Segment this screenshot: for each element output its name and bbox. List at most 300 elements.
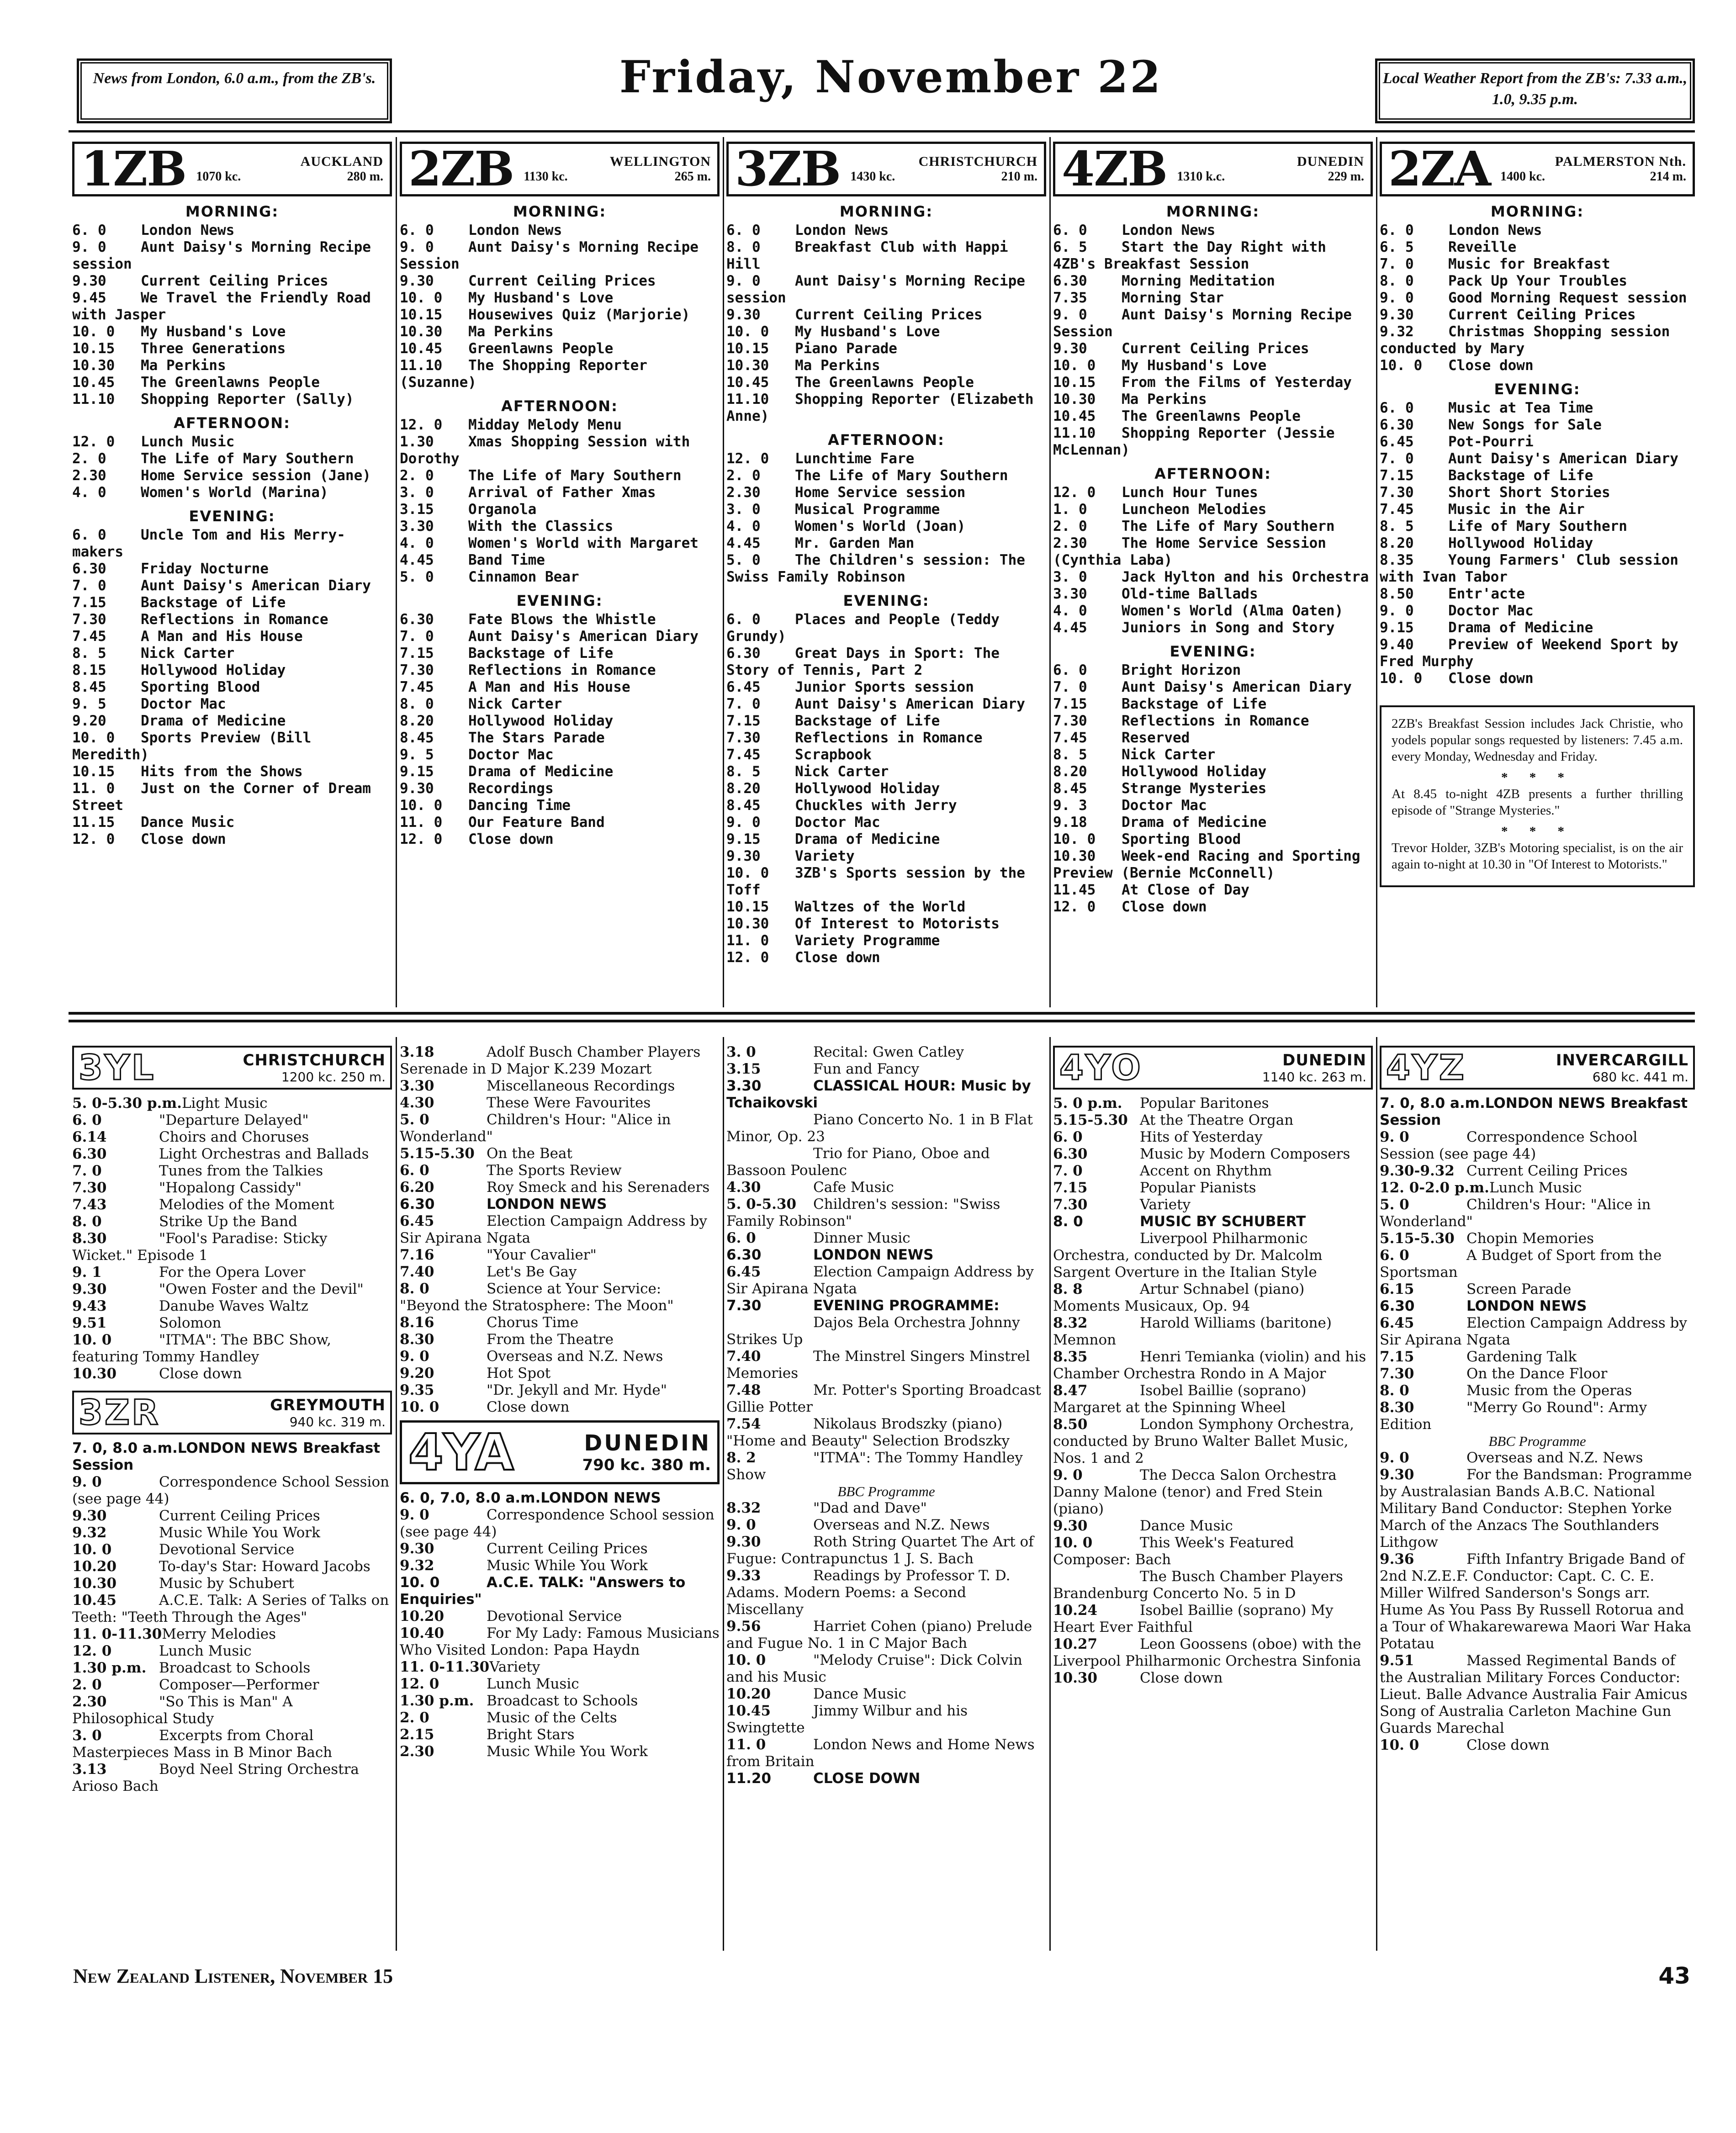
programme-item: [72, 1626, 392, 1643]
programme-title: Broadcast to Schools: [159, 1660, 311, 1676]
programme-time: 11. 0-11.30: [72, 1626, 162, 1642]
programme-item: [1053, 662, 1373, 679]
station-call-sign: 1ZB: [81, 142, 186, 197]
programme-title: BBC Programme: [837, 1483, 935, 1499]
programme-item: [1380, 1399, 1695, 1433]
programme-time: 10. 0: [400, 1399, 439, 1415]
programme-item: [726, 239, 1046, 273]
programme-item: [1053, 1180, 1373, 1196]
programme-time: 10.45: [72, 374, 115, 391]
programme-item: [1380, 323, 1695, 357]
programme-time: 11. 0: [72, 780, 115, 797]
programme-time: 3.30: [1053, 586, 1087, 602]
programme-item: [1053, 814, 1373, 831]
programme-title: Lunch Music: [159, 1643, 252, 1659]
programme-time: 6. 5: [1380, 239, 1414, 255]
programme-item: [72, 1575, 392, 1592]
programme-title: Reserved: [1122, 730, 1190, 746]
programme-time: 9.32: [72, 1524, 107, 1541]
programme-time: 7.30: [400, 662, 434, 678]
programme-time: 7.43: [72, 1196, 107, 1213]
programme-title: Chopin Memories: [1466, 1230, 1594, 1247]
programme-time: 6.30: [72, 561, 106, 577]
programme-item: [400, 1348, 720, 1365]
station-header-1zb: [72, 142, 392, 196]
programme-title: For the Bandsman: Programme by Australasian Bands A.B.C. National Military Band Conductor: Stephen Yorke March of the Anzacs The Southlanders Lithgow: [1380, 1466, 1692, 1551]
programme-item: [1380, 417, 1695, 434]
programme-time: 6.14: [72, 1129, 107, 1145]
programme-title: Doctor Mac: [141, 696, 226, 712]
programme-time: 11. 0: [726, 1736, 766, 1753]
station-call-sign: 2ZB: [408, 142, 514, 197]
programme-item: [1380, 1281, 1695, 1298]
programme-title: Let's Be Gay: [487, 1264, 577, 1280]
station-city: DUNEDIN: [584, 1430, 711, 1456]
programme-item: [1380, 603, 1695, 619]
programme-time: 7.45: [72, 628, 106, 645]
programme-title: Strike Up the Band: [159, 1213, 297, 1230]
programme-title: Drama of Medicine: [1448, 619, 1593, 636]
programme-time: 7.30: [726, 1297, 762, 1314]
programme-time: 3. 0: [400, 484, 434, 501]
schedule-section-heading: EVENING:: [1170, 643, 1256, 660]
programme-title: Hits of Yesterday: [1140, 1129, 1263, 1145]
programme-title: Close down: [487, 1399, 570, 1415]
programme-title: Cinnamon Bear: [468, 569, 579, 585]
station-header-4ya: [400, 1420, 720, 1484]
programme-item: [726, 814, 1046, 831]
programme-title: Overseas and N.Z. News: [813, 1517, 990, 1533]
programme-item: [400, 645, 720, 662]
programme-item: [72, 628, 392, 645]
programme-time: 9.30: [72, 1508, 107, 1524]
programme-time: 7.30: [726, 730, 761, 746]
programme-item: [1380, 1551, 1695, 1652]
programme-time: 6. 0: [1380, 222, 1414, 238]
programme-title: "ITMA": The BBC Show, featuring Tommy Handley: [72, 1332, 331, 1365]
programme-title: Tunes from the Talkies: [159, 1163, 323, 1179]
programme-title: Three Generations: [141, 340, 286, 357]
programme-title: Nikolaus Brodszky (piano) "Home and Beauty" Selection Brodszky: [726, 1416, 1010, 1449]
programme-item: [1380, 1247, 1695, 1281]
programme-item: [400, 696, 720, 713]
programme-item: [1380, 619, 1695, 636]
programme-title: These Were Favourites: [487, 1095, 651, 1111]
programme-title: Christmas Shopping session conducted by Mary: [1380, 323, 1670, 357]
programme-time: 6.30: [726, 1247, 762, 1263]
programme-title: Popular Pianists: [1140, 1180, 1256, 1196]
programme-title: Aunt Daisy's American Diary: [141, 577, 371, 594]
programme-title: The Greenlawns People: [795, 374, 974, 391]
programme-item: [1053, 1230, 1373, 1281]
programme-title: "Melody Cruise": Dick Colvin and his Music: [726, 1652, 1022, 1685]
programme-title: Hollywood Holiday: [468, 713, 614, 729]
programme-time: 9.51: [1380, 1652, 1414, 1669]
programme-item: [72, 1541, 392, 1558]
programme-time: 9.30: [1380, 307, 1414, 323]
column-rule: [1376, 137, 1377, 1007]
programme-item: [1053, 1416, 1373, 1467]
programme-item: [1053, 882, 1373, 899]
programme-item: [1053, 848, 1373, 882]
programme-item: [72, 831, 392, 848]
programme-time: 6.30: [1380, 1298, 1415, 1314]
programme-item: [1053, 1315, 1373, 1349]
programme-title: Boyd Neel String Orchestra Arioso Bach: [72, 1761, 359, 1794]
programme-item: [1380, 1349, 1695, 1366]
programme-item: [72, 1474, 392, 1508]
programme-title: Hollywood Holiday: [1122, 763, 1267, 780]
programme-item: [72, 273, 392, 290]
programme-item: [400, 1078, 720, 1095]
programme-item: [1053, 1636, 1373, 1670]
programme-time: 6.45: [726, 1264, 761, 1280]
programme-title: Henri Temianka (violin) and his Chamber Orchestra Rondo in A Major: [1053, 1349, 1366, 1382]
programme-time: 9.18: [1053, 814, 1087, 831]
programme-item: [72, 1146, 392, 1163]
programme-title: Excerpts from Choral Masterpieces Mass in B Minor Bach: [72, 1727, 333, 1761]
programme-item: [1053, 408, 1373, 425]
programme-time: 9. 0: [400, 1348, 429, 1365]
programme-title: Pack Up Your Troubles: [1448, 273, 1627, 289]
programme-item: [400, 1540, 720, 1557]
programme-item: [72, 1643, 392, 1660]
programme-time: 7.45: [400, 679, 434, 695]
note-separator: * * *: [1501, 824, 1573, 839]
programme-title: Chuckles with Jerry: [795, 797, 957, 814]
programme-time: 12. 0: [72, 831, 115, 847]
programme-item: [726, 1567, 1046, 1618]
programme-item: [400, 1490, 720, 1507]
programme-title: Luncheon Melodies: [1122, 501, 1267, 518]
programme-item: [400, 1314, 720, 1331]
programme-title: From the Films of Yesterday: [1122, 374, 1352, 391]
programme-time: 9.43: [72, 1298, 107, 1314]
programme-title: Ma Perkins: [795, 357, 880, 374]
programme-time: 10. 0: [72, 730, 115, 746]
section-divider: [69, 1020, 1695, 1022]
programme-item: [72, 1332, 392, 1366]
programme-title: Friday Nocturne: [141, 561, 269, 577]
programme-title: New Songs for Sale: [1448, 417, 1602, 433]
programme-item: [400, 467, 720, 484]
station-notes-box: [1380, 705, 1695, 887]
programme-title: Organola: [468, 501, 537, 518]
programme-title: Current Ceiling Prices: [1122, 340, 1309, 357]
programme-time: 9.30: [400, 780, 434, 797]
programme-item: [1053, 425, 1373, 459]
programme-item: [726, 1247, 1046, 1264]
programme-item: [726, 899, 1046, 916]
programme-time: 8.45: [400, 730, 434, 746]
programme-time: 8. 0: [1380, 1382, 1409, 1399]
programme-time: 6. 0, 7.0, 8.0 a.m.: [400, 1490, 541, 1506]
programme-time: 8.35: [1380, 552, 1414, 568]
programme-title: Midday Melody Menu: [468, 417, 622, 433]
programme-time: 6.30: [400, 611, 434, 628]
programme-time: 10.45: [1053, 408, 1096, 424]
programme-title: Miscellaneous Recordings: [487, 1078, 675, 1094]
column-rule: [396, 137, 397, 1007]
programme-item: [726, 696, 1046, 713]
programme-item: [726, 1145, 1046, 1179]
programme-title: MUSIC BY SCHUBERT: [1140, 1213, 1306, 1230]
programme-item: [1380, 1095, 1695, 1129]
programme-title: Aunt Daisy's American Diary: [795, 696, 1025, 712]
programme-item: [1053, 1196, 1373, 1213]
programme-item: [1053, 1349, 1373, 1382]
programme-item: [726, 679, 1046, 696]
programme-title: Current Ceiling Prices: [159, 1508, 320, 1524]
programme-time: 8. 0: [400, 1281, 429, 1297]
programme-item: [1380, 535, 1695, 552]
programme-title: Juniors in Song and Story: [1122, 619, 1335, 636]
programme-title: Roth String Quartet The Art of Fugue: Contrapunctus 1 J. S. Bach: [726, 1534, 1034, 1567]
programme-item: [72, 1112, 392, 1129]
programme-title: On the Beat: [487, 1145, 572, 1162]
programme-item: [726, 932, 1046, 949]
programme-item: [1380, 357, 1695, 374]
programme-title: Band Time: [468, 552, 545, 568]
programme-item: [1053, 746, 1373, 763]
programme-item: [1380, 256, 1695, 273]
station-city: WELLINGTON: [609, 154, 711, 169]
programme-item: [400, 1676, 720, 1693]
programme-time: 8.16: [400, 1314, 434, 1331]
programme-title: Aunt Daisy's Morning Recipe Session: [400, 239, 699, 272]
programme-time: 5. 0: [1380, 1196, 1409, 1213]
programme-time: 2. 0: [72, 1677, 102, 1693]
programme-item: [726, 1179, 1046, 1196]
station-header-4yo: [1053, 1046, 1373, 1090]
programme-title: Strange Mysteries: [1122, 780, 1267, 797]
programme-item: [726, 1534, 1046, 1567]
programme-item: [1053, 1129, 1373, 1146]
programme-title: Home Service session (Jane): [141, 467, 371, 484]
programme-item: [400, 1264, 720, 1281]
programme-title: Variety: [1140, 1196, 1191, 1213]
programme-item: [1380, 400, 1695, 417]
programme-time: 5. 0: [400, 1111, 429, 1128]
programme-item: [1053, 374, 1373, 391]
programme-title: From the Theatre: [487, 1331, 614, 1348]
schedule-section-heading: AFTERNOON:: [1154, 465, 1271, 482]
programme-title: Close down: [1466, 1737, 1550, 1753]
programme-time: 4. 0: [726, 518, 761, 535]
programme-time: 8. 5: [1053, 746, 1087, 763]
programme-title: Backstage of Life: [1448, 467, 1593, 484]
station-wavelength: 229 m.: [1328, 169, 1364, 184]
programme-title: Isobel Baillie (soprano) Margaret at the Spinning Wheel: [1053, 1382, 1307, 1416]
programme-time: 6.45: [1380, 1315, 1414, 1331]
programme-title: London News: [795, 222, 889, 238]
programme-item: [726, 1314, 1046, 1348]
programme-item: [400, 1145, 720, 1162]
programme-title: The Greenlawns People: [1122, 408, 1301, 424]
programme-time: 7.45: [726, 746, 761, 763]
programme-time: 6.15: [1380, 1281, 1414, 1297]
programme-item: [1380, 501, 1695, 518]
programme-item: [400, 501, 720, 518]
programme-item: [726, 1736, 1046, 1770]
programme-time: 10.20: [72, 1558, 117, 1575]
programme-title: Light Music: [181, 1095, 268, 1111]
programme-title: Great Days in Sport: The Story of Tennis, Part 2: [726, 645, 1000, 678]
programme-title: Current Ceiling Prices: [487, 1540, 648, 1557]
programme-time: 3. 0: [726, 1044, 756, 1060]
programme-time: 2.30: [72, 1694, 107, 1710]
programme-title: Ma Perkins: [141, 357, 226, 374]
programme-title: Close down: [468, 831, 554, 847]
programme-title: Shopping Reporter (Jessie McLennan): [1053, 425, 1335, 458]
programme-time: 10. 0: [1380, 670, 1423, 687]
programme-title: "Fool's Paradise: Sticky Wicket." Episode 1: [72, 1230, 328, 1264]
programme-item: [72, 814, 392, 831]
station-city: DUNEDIN: [1282, 1051, 1366, 1069]
programme-item: [400, 1179, 720, 1196]
programme-title: Close down: [1448, 670, 1534, 687]
programme-title: Backstage of Life: [795, 713, 940, 729]
programme-title: London Symphony Orchestra, conducted by Bruno Walter Ballet Music, Nos. 1 and 2: [1053, 1416, 1354, 1466]
programme-item: [1380, 1230, 1695, 1247]
programme-time: 8.30: [1380, 1399, 1414, 1416]
programme-item: [726, 1196, 1046, 1230]
programme-title: Nick Carter: [468, 696, 562, 712]
programme-title: LONDON NEWS Breakfast Session: [1380, 1095, 1688, 1128]
programme-time: 2. 0: [726, 467, 761, 484]
programme-item: [1380, 1180, 1695, 1196]
programme-item: [400, 679, 720, 696]
programme-time: 7. 0: [72, 577, 106, 594]
station-column-1zb: [72, 142, 392, 1010]
programme-item: [72, 713, 392, 730]
programme-time: 8. 0: [1380, 273, 1414, 289]
programme-title: Light Orchestras and Ballads: [159, 1146, 369, 1162]
programme-item: [1380, 222, 1695, 239]
programme-time: 7.40: [400, 1264, 434, 1280]
programme-time: 9.30: [400, 1540, 434, 1557]
station-city: DUNEDIN: [1297, 154, 1364, 169]
schedule-section-heading: AFTERNOON:: [174, 414, 291, 432]
programme-time: 7. 0: [400, 628, 434, 645]
column-rule: [1376, 1037, 1377, 1951]
programme-title: Bright Stars: [487, 1726, 575, 1743]
column-rule: [723, 137, 724, 1007]
programme-title: The Minstrel Singers Minstrel Memories: [726, 1348, 1030, 1381]
programme-time: 9.30: [726, 848, 761, 864]
programme-time: 7.15: [400, 645, 434, 662]
programme-time: 6.30: [72, 1146, 107, 1162]
programme-title: Lunch Hour Tunes: [1122, 484, 1258, 501]
programme-item: [400, 518, 720, 535]
programme-time: 12. 0: [1053, 899, 1096, 915]
programme-item: [72, 763, 392, 780]
programme-item: [1380, 518, 1695, 535]
programme-title: Aunt Daisy's Morning Recipe session: [726, 273, 1025, 306]
programme-title: Music by Modern Composers: [1140, 1146, 1350, 1162]
programme-item: [726, 1297, 1046, 1314]
programme-time: 10.15: [72, 340, 115, 357]
programme-time: 7. 0: [726, 696, 761, 712]
programme-title: Xmas Shopping Session with Dorothy: [400, 434, 690, 467]
programme-title: Artur Schnabel (piano) Moments Musicaux, Op. 94: [1053, 1281, 1305, 1314]
programme-title: Recordings: [468, 780, 554, 797]
programme-time: 12. 0: [726, 450, 769, 467]
programme-time: 2. 0: [72, 450, 106, 467]
programme-time: 10.20: [726, 1686, 771, 1702]
programme-time: 6.45: [1380, 434, 1414, 450]
programme-time: 9.15: [400, 763, 434, 780]
programme-title: Children's Hour: "Alice in Wonderland": [1380, 1196, 1651, 1230]
programme-item: [1053, 391, 1373, 408]
programme-item: [726, 1416, 1046, 1450]
programme-time: 3. 0: [72, 1727, 102, 1744]
programme-item: [726, 1230, 1046, 1247]
station-frequency: 790 kc. 380 m.: [582, 1456, 711, 1474]
programme-time: 7.30: [72, 611, 106, 628]
programme-time: 5. 0-5.30 p.m.: [72, 1095, 182, 1111]
programme-item: [1380, 1163, 1695, 1180]
programme-title: Devotional Service: [487, 1608, 622, 1625]
programme-title: Reveille: [1448, 239, 1517, 255]
schedule-section-heading: EVENING:: [516, 592, 603, 609]
programme-time: 10.24: [1053, 1602, 1098, 1619]
programme-time: 6. 5: [1053, 239, 1087, 255]
programme-item: [1380, 450, 1695, 467]
programme-title: A Man and His House: [468, 679, 630, 695]
programme-title: Melodies of the Moment: [159, 1196, 334, 1213]
programme-item: [400, 831, 720, 848]
programme-title: Morning Star: [1122, 290, 1224, 306]
station-frequency: 1200 kc. 250 m.: [281, 1069, 386, 1085]
programme-time: 5. 0-5.30: [726, 1196, 797, 1212]
programme-title: The Home Service Session (Cynthia Laba): [1053, 535, 1326, 568]
programme-item: [1380, 307, 1695, 323]
programme-item: [726, 1111, 1046, 1145]
programme-time: 6. 0: [400, 1162, 429, 1179]
programme-time: 11.20: [726, 1770, 772, 1787]
programme-time: 3.30: [726, 1078, 762, 1094]
programme-time: 9. 0: [72, 1474, 102, 1490]
programme-title: The Greenlawns People: [141, 374, 320, 391]
programme-title: Mr. Potter's Sporting Broadcast Gillie Potter: [726, 1382, 1041, 1415]
page-date-title: Friday, November 22: [619, 51, 1163, 103]
programme-time: 11.10: [72, 391, 115, 408]
programme-item: [726, 763, 1046, 780]
programme-item: [72, 594, 392, 611]
programme-item: [72, 1129, 392, 1146]
programme-item: [72, 467, 392, 484]
programme-title: Ma Perkins: [468, 323, 554, 340]
programme-time: 6.45: [400, 1213, 434, 1229]
programme-title: A Budget of Sport from the Sportsman: [1380, 1247, 1662, 1281]
programme-title: London News: [141, 222, 235, 238]
programme-title: The Shopping Reporter (Suzanne): [400, 357, 647, 391]
programme-title: Solomon: [159, 1315, 222, 1331]
page-number: 43: [1658, 1963, 1690, 1989]
programme-time: 2.30: [400, 1743, 434, 1760]
programme-title: Children's Hour: "Alice in Wonderland": [400, 1111, 671, 1145]
programme-item: [1053, 619, 1373, 636]
programme-item: [72, 1196, 392, 1213]
programme-time: 4. 0: [400, 535, 434, 551]
programme-title: Hits from the Shows: [141, 763, 303, 780]
programme-time: 7.35: [1053, 290, 1087, 306]
programme-title: My Husband's Love: [141, 323, 286, 340]
programme-item: [1053, 1112, 1373, 1129]
programme-item: [400, 307, 720, 323]
station-header-4yz: [1380, 1046, 1695, 1090]
